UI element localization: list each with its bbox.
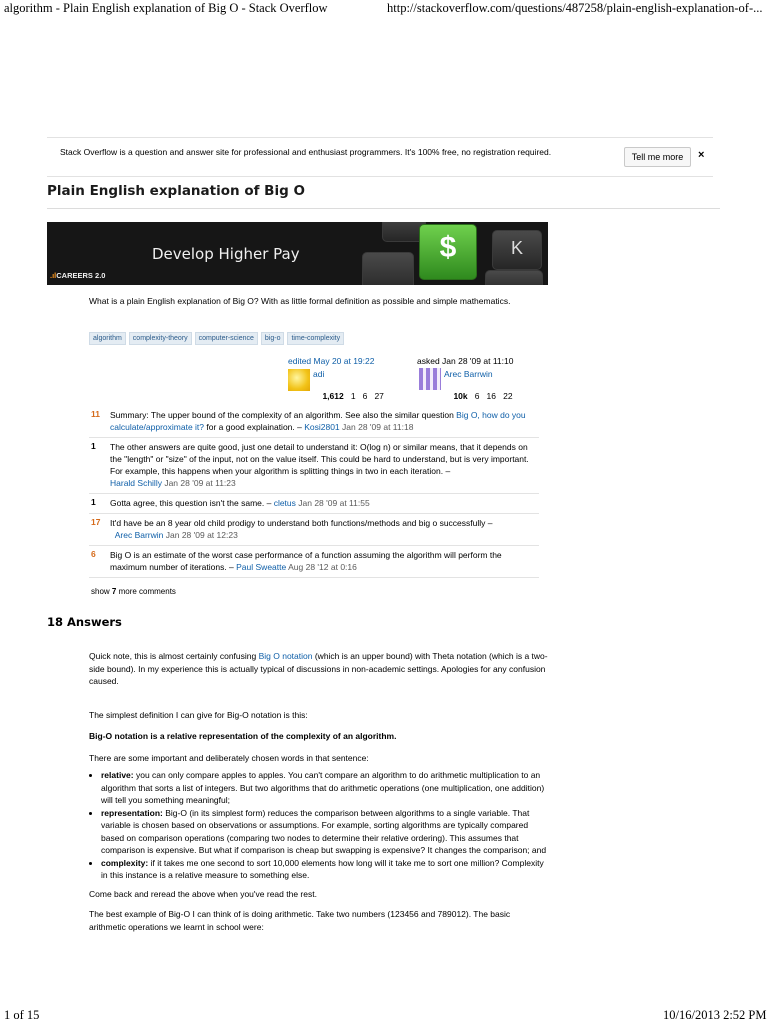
- k-key-label: K: [510, 238, 523, 258]
- show-more-comments-link[interactable]: [91, 587, 176, 596]
- k-key-icon: [492, 230, 542, 270]
- editor-rep: 1,612: [322, 391, 344, 401]
- question-body: What is a plain English explanation of Big O? With as little formal definition as possible and simple mathematics.: [89, 296, 511, 306]
- editor-badges: 1 6 27: [350, 391, 384, 401]
- comment-score: 17: [91, 517, 101, 527]
- bullet-term: representation:: [101, 807, 163, 818]
- comment-text: Big O is an estimate of the worst case performance of a function assuming the algorithm will perform the maximum number of iterations. –: [110, 550, 502, 572]
- ad-headline: Develop Higher Pay: [152, 245, 300, 263]
- comment-user[interactable]: Kosi2801: [304, 422, 340, 432]
- answer-text: Quick note, this is almost certainly confusing: [89, 651, 259, 661]
- answer-paragraph: The best example of Big-O I can think of is doing arithmetic. Take two numbers (123456 and 789012). The basic arithmetic operations we learnt in school were:: [89, 909, 511, 932]
- dollar-key-icon: [419, 224, 477, 280]
- answer-paragraph: There are some important and deliberately chosen words in that sentence:: [89, 752, 369, 763]
- comment-score: 1: [91, 497, 96, 507]
- tag-complexity-theory[interactable]: complexity-theory: [129, 332, 192, 345]
- question-title[interactable]: Plain English explanation of Big O: [47, 183, 305, 199]
- bullet-text: if it takes me one second to sort 10,000 elements how long will it take me to sort one million? Complexity in this instance is a relative measure to something else.: [101, 857, 544, 880]
- list-item: [101, 857, 549, 882]
- bullet-term: complexity:: [101, 857, 149, 868]
- print-page-url: http://stackoverflow.com/questions/487258/plain-english-explanation-of-...: [387, 1, 763, 15]
- comment-text: for a good explaination. –: [204, 422, 305, 432]
- tag-time-complexity[interactable]: time-complexity: [287, 332, 344, 345]
- answer-definition: Big-O notation is a relative representation of the complexity of an algorithm.: [89, 731, 397, 741]
- tag-computer-science[interactable]: computer-science: [195, 332, 258, 345]
- show-more-count: 7: [111, 587, 117, 596]
- comment-time: Jan 28 '09 at 11:18: [339, 422, 414, 432]
- comment-text: The other answers are quite good, just one detail to understand it: O(log n) or similar means, that it depends on the "length" or "size" of the input, not on the value itself. This could be hard to understand, but is very important. For example, this happens when your algorithm is splitting things in two in each iteration. –: [110, 442, 529, 476]
- asker-username[interactable]: Arec Barrwin: [444, 369, 493, 379]
- comment-link[interactable]: Big O, how do you calculate/approximate it?: [110, 410, 526, 432]
- answer-note: [89, 650, 549, 688]
- bullet-term: relative:: [101, 770, 134, 780]
- comment-list: [89, 406, 539, 578]
- comment: [89, 514, 539, 546]
- comment-score: 1: [91, 441, 96, 451]
- tag-list: [89, 332, 347, 345]
- print-page-number: 1 of 15: [4, 1008, 40, 1022]
- editor-username[interactable]: adi: [313, 369, 325, 379]
- asked-timestamp: asked Jan 28 '09 at 11:10: [417, 356, 514, 366]
- edited-user-card: [288, 356, 398, 401]
- comment-time: Jan 28 '09 at 11:55: [295, 498, 370, 508]
- big-o-notation-link[interactable]: Big O notation: [258, 651, 313, 661]
- comment-user[interactable]: Harald Schilly: [110, 478, 162, 488]
- comment-time: Aug 28 '12 at 0:16: [286, 562, 357, 572]
- comment-user[interactable]: Arec Barrwin: [114, 530, 164, 540]
- careers-ad-banner[interactable]: [47, 222, 548, 285]
- comment-score: 6: [91, 549, 96, 559]
- answer-bullet-list: [89, 769, 549, 882]
- print-page-title: algorithm - Plain English explanation of Big O - Stack Overflow: [4, 1, 328, 15]
- comment: [89, 546, 539, 578]
- answers-count-heading: 18 Answers: [47, 615, 122, 629]
- answer-paragraph: The simplest definition I can give for Big-O notation is this:: [89, 709, 308, 720]
- edited-timestamp[interactable]: edited May 20 at 19:22: [288, 356, 375, 366]
- comment-user[interactable]: cletus: [273, 498, 296, 508]
- answer-text: (which is an upper bound) with Theta notation (which is a two-side bound). In my experience this is actually typical of discussions in non-academic settings. Apologies for any confusion caused.: [89, 651, 548, 686]
- comment: [89, 438, 539, 494]
- comment-text: Gotta agree, this question isn't the same. –: [110, 498, 274, 508]
- show-more-post: more comments: [116, 587, 176, 596]
- tag-big-o[interactable]: big-o: [261, 332, 285, 345]
- comment-user[interactable]: Paul Sweatte: [236, 562, 287, 572]
- comment: [89, 494, 539, 514]
- dollar-symbol: $: [439, 231, 457, 264]
- bullet-text: Big-O (in its simplest form) reduces the comparison between algorithms to a single variable. That variable is chosen based on observations or assumptions. For example, sorting algorithms are typically compared based on comparison operations (comparing two nodes to determine their relative ordering). This assumes that comparison is expensive. But what if comparison is cheap but swapping is expensive? It changes the comparison; and: [101, 807, 547, 855]
- print-date: 10/16/2013 2:52 PM: [663, 1008, 767, 1022]
- careers-logo-text: CAREERS 2.0: [56, 271, 106, 280]
- close-icon[interactable]: ×: [698, 149, 705, 161]
- asker-badges: 6 16 22: [474, 391, 513, 401]
- answer-body: [89, 650, 549, 933]
- title-divider: [47, 208, 720, 209]
- notice-text: Stack Overflow is a question and answer site for professional and enthusiast programmers. It's 100% free, no registration required.: [60, 147, 552, 157]
- keyboard-key-icon: [485, 270, 543, 285]
- tag-algorithm[interactable]: algorithm: [89, 332, 126, 345]
- avatar[interactable]: [288, 369, 310, 391]
- list-item: [101, 807, 549, 857]
- welcome-notice: [47, 137, 713, 177]
- list-item: [101, 769, 549, 807]
- asked-user-card: [417, 356, 527, 401]
- bullet-text: you can only compare apples to apples. You can't compare an algorithm to do arithmetic multiplication to an algorithm that sorts a list of integers. But two algorithms that do arithmetic operations (one multiplication, one addition) will tell you something meaningful;: [101, 770, 545, 805]
- show-more-pre: show: [91, 587, 112, 596]
- tell-me-more-button[interactable]: Tell me more: [624, 147, 691, 167]
- comment-time: Jan 28 '09 at 11:23: [161, 478, 236, 488]
- comment: [89, 406, 539, 438]
- keyboard-key-icon: [362, 252, 414, 285]
- careers-logo: .ılCAREERS 2.0: [50, 271, 106, 280]
- comment-text: It'd have be an 8 year old child prodigy to understand both functions/methods and big o successfully –: [110, 518, 493, 528]
- answer-paragraph: Come back and reread the above when you've read the rest.: [89, 888, 317, 899]
- comment-text: Summary: The upper bound of the complexity of an algorithm. See also the similar question: [110, 410, 457, 420]
- comment-time: Jan 28 '09 at 12:23: [163, 530, 238, 540]
- avatar[interactable]: [419, 368, 441, 390]
- asker-rep: 10k: [453, 391, 468, 401]
- comment-score: 11: [91, 409, 100, 419]
